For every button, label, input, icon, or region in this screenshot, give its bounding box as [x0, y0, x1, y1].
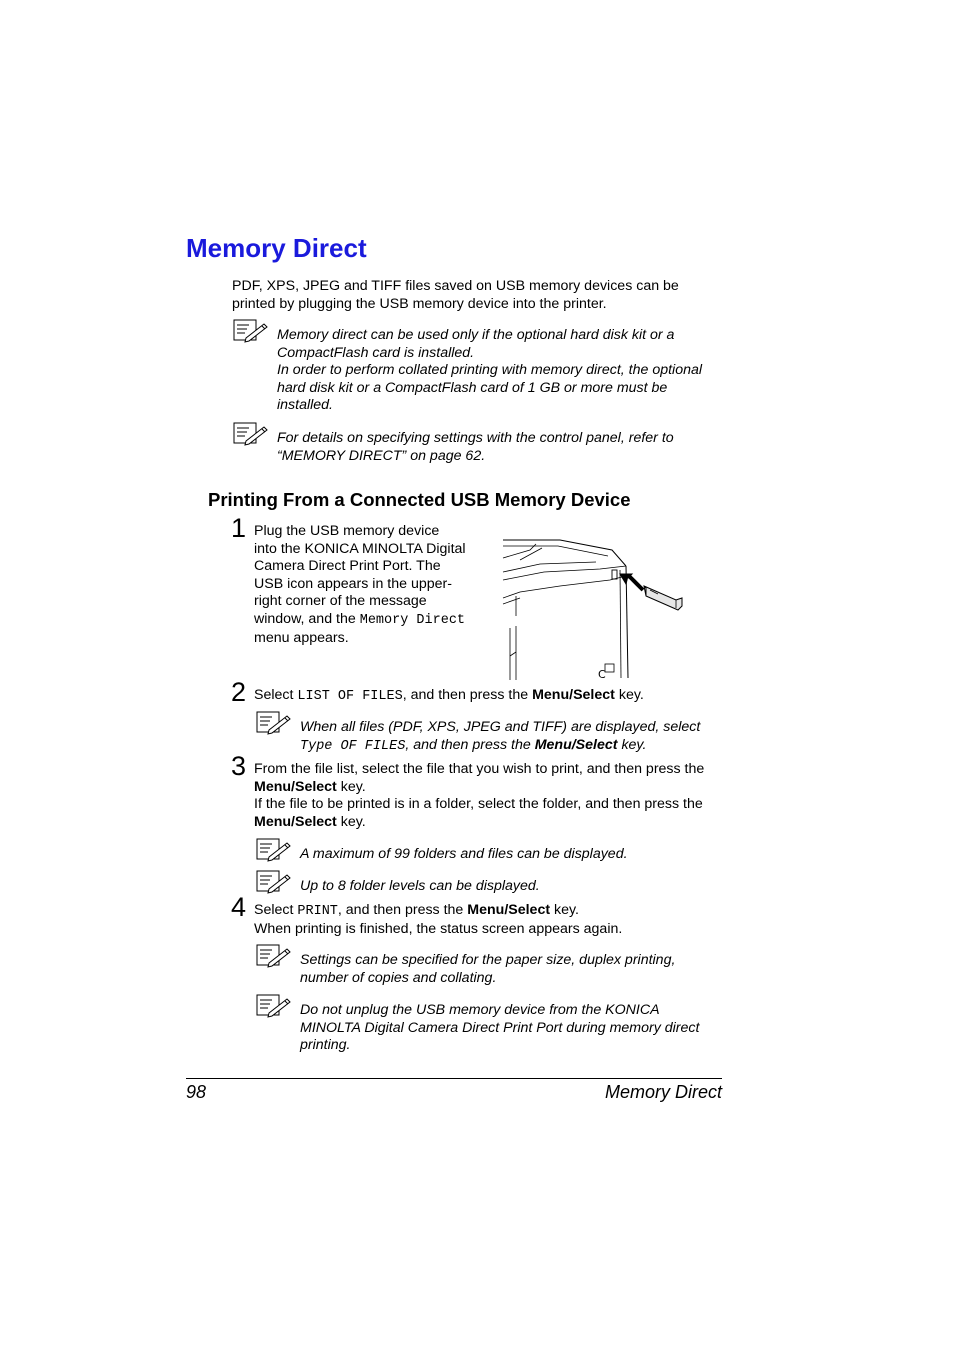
- note-text: Memory direct can be used only if the optional hard disk kit or a CompactFlash card is installed. In order to perform collated printing with memory direct, the optional hard disk kit or a CompactFlash card of 1 GB or more must be installed.: [277, 327, 703, 414]
- usb-port-illustration: [500, 536, 690, 682]
- step-4-text: Select PRINT, and then press the Menu/Select key. When printing is finished, the status screen appears again.: [254, 902, 623, 937]
- footer-page-number: 98: [186, 1082, 207, 1102]
- intro-paragraph: PDF, XPS, JPEG and TIFF files saved on USB memory devices can be printed by plugging the USB memory device into the printer.: [232, 278, 679, 312]
- note-pencil-icon: [255, 837, 291, 865]
- step-3-text: From the file list, select the file that you wish to print, and then press the Menu/Select key. If the file to be printed is in a folder, select the folder, and then press the Menu/Select key.: [254, 761, 705, 830]
- footer-rule: [186, 1078, 722, 1079]
- page-title: Memory Direct: [186, 233, 367, 263]
- note-pencil-icon: [255, 869, 291, 897]
- note-text: A maximum of 99 folders and files can be displayed.: [300, 846, 628, 862]
- section-heading: Printing From a Connected USB Memory Device: [208, 489, 631, 510]
- note-text: Do not unplug the USB memory device from the KONICA MINOLTA Digital Camera Direct Print Port during memory direct printing.: [300, 1002, 700, 1054]
- note-text: For details on specifying settings with the control panel, refer to “MEMORY DIRECT” on page 62.: [277, 430, 674, 464]
- step-number: 1: [231, 513, 247, 543]
- note-text: When all files (PDF, XPS, JPEG and TIFF) are displayed, select Type OF FILES, and then press the Menu/Select key.: [300, 719, 701, 754]
- step-number: 2: [231, 677, 247, 707]
- note-pencil-icon: [255, 993, 291, 1021]
- note-pencil-icon: [255, 710, 291, 738]
- note-pencil-icon: [255, 943, 291, 971]
- step-1-text: Plug the USB memory device into the KONICA MINOLTA Digital Camera Direct Print Port. The USB icon appears in the upper-right corner of the message window, and the Memory Direct menu appears.: [254, 523, 466, 646]
- note-text: Up to 8 folder levels can be displayed.: [300, 878, 540, 894]
- note-pencil-icon: [232, 318, 268, 346]
- note-pencil-icon: [232, 421, 268, 449]
- step-number: 3: [231, 751, 247, 781]
- footer-section-title: Memory Direct: [604, 1082, 722, 1102]
- svg-text:C: C: [598, 668, 606, 681]
- step-number: 4: [231, 892, 247, 922]
- note-text: Settings can be specified for the paper size, duplex printing, number of copies and collating.: [300, 952, 676, 986]
- step-2-text: Select LIST OF FILES, and then press the Menu/Select key.: [254, 687, 644, 704]
